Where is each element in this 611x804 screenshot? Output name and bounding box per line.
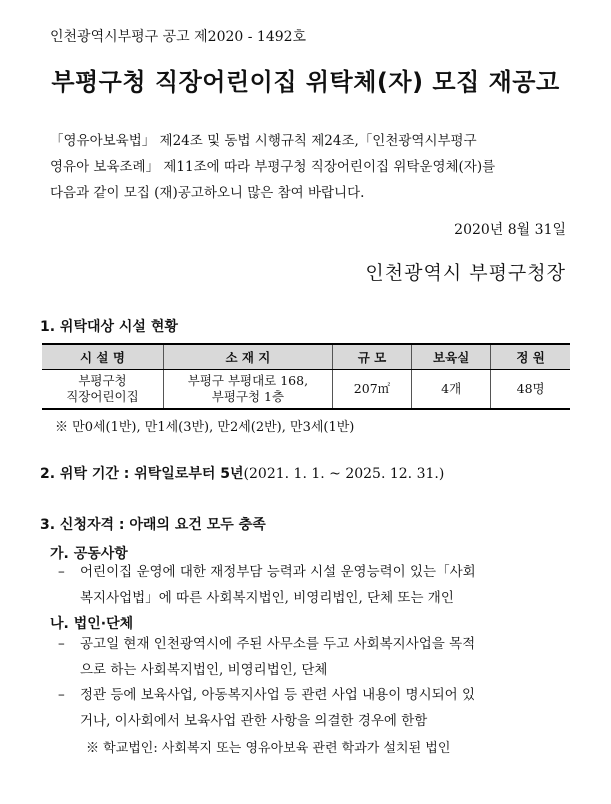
list-item xyxy=(58,631,578,683)
cell-size: 207㎡ xyxy=(332,370,411,410)
footnote-school-corporation: ※ 학교법인: 사회복지 또는 영유아보육 관련 학과가 설치된 법인 xyxy=(86,741,451,756)
table-row xyxy=(42,370,570,410)
item-text xyxy=(58,631,578,683)
dash-bullet: – xyxy=(58,687,65,703)
section2-heading: 2. 위탁 기간 : 위탁일로부터 5년 xyxy=(40,466,244,482)
list-item xyxy=(58,559,578,611)
item-line: 복지사업법」에 따른 사회복지법인, 비영리법인, 단체 또는 개인 xyxy=(80,590,454,606)
subsection-b-heading: 나. 법인·단체 xyxy=(50,616,134,632)
intro-line: 다음과 같이 모집 (재)공고하오니 많은 참여 바랍니다. xyxy=(50,185,365,201)
cell-facility-name xyxy=(42,370,163,410)
table-header-row xyxy=(42,344,570,370)
header-facility-name: 시 설 명 xyxy=(42,344,163,370)
item-text xyxy=(58,682,578,734)
section2-line xyxy=(40,463,444,483)
item-line: 공고일 현재 인천광역시에 주된 사무소를 두고 사회복지사업을 목적 xyxy=(80,636,476,652)
page-title: 부평구청 직장어린이집 위탁체(자) 모집 재공고 xyxy=(51,68,560,96)
dash-bullet: – xyxy=(58,564,65,580)
dash-bullet: – xyxy=(58,636,65,652)
intro-paragraph xyxy=(50,128,570,206)
cell-capacity: 48명 xyxy=(491,370,570,410)
facility-name-line: 직장어린이집 xyxy=(66,389,139,404)
list-item xyxy=(58,682,578,734)
header-size: 규 모 xyxy=(332,344,411,370)
intro-line: 「영유아보육법」 제24조 및 동법 시행규칙 제24조,「인천광역시부평구 xyxy=(50,133,477,149)
section1-heading: 1. 위탁대상 시설 현황 xyxy=(40,319,178,335)
cell-address xyxy=(163,370,332,410)
section2-period: (2021. 1. 1. ~ 2025. 12. 31.) xyxy=(243,466,445,482)
facility-table xyxy=(42,343,570,410)
subsection-a-heading: 가. 공동사항 xyxy=(50,546,128,562)
intro-line: 영유아 보육조례」 제11조에 따라 부평구청 직장어린이집 위탁운영체(자)를 xyxy=(50,159,496,175)
section3-heading: 3. 신청자격 : 아래의 요건 모두 충족 xyxy=(40,517,266,533)
notice-date: 2020년 8월 31일 xyxy=(454,222,566,238)
address-line: 부평구청 1층 xyxy=(211,389,285,404)
header-rooms: 보육실 xyxy=(412,344,491,370)
class-note: ※ 만0세(1반), 만1세(3반), 만2세(2반), 만3세(1반) xyxy=(55,420,355,435)
cell-rooms: 4개 xyxy=(412,370,491,410)
item-text xyxy=(58,559,578,611)
address-line: 부평구 부평대로 168, xyxy=(187,373,309,388)
header-address: 소 재 지 xyxy=(163,344,332,370)
header-capacity: 정 원 xyxy=(491,344,570,370)
item-line: 거나, 이사회에서 보육사업 관한 사항을 의결한 경우에 한함 xyxy=(80,713,428,729)
item-line: 으로 하는 사회복지법인, 비영리법인, 단체 xyxy=(80,662,328,678)
facility-name-line: 부평구청 xyxy=(78,373,127,388)
issuer-name: 인천광역시 부평구청장 xyxy=(365,262,566,284)
notice-number: 인천광역시부평구 공고 제2020 - 1492호 xyxy=(50,29,307,45)
item-line: 어린이집 운영에 대한 재정부담 능력과 시설 운영능력이 있는「사회 xyxy=(80,564,476,580)
item-line: 정관 등에 보육사업, 아동복지사업 등 관련 사업 내용이 명시되어 있 xyxy=(80,687,476,703)
